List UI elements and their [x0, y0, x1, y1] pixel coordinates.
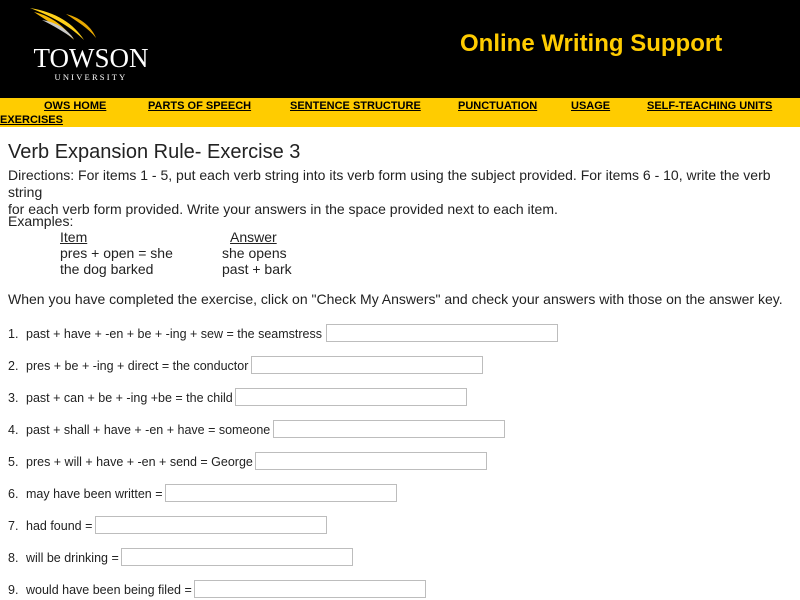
answer-field[interactable] — [121, 548, 353, 566]
item-number: 9. — [8, 583, 19, 597]
logo-wordmark: TOWSON — [33, 43, 149, 73]
logo-subtitle: UNIVERSITY — [54, 72, 128, 82]
answer-field[interactable] — [255, 452, 487, 470]
answer-field[interactable] — [194, 580, 426, 598]
item-prompt: past + shall + have + -en + have = someone — [26, 423, 271, 437]
item-number: 1. — [8, 327, 19, 341]
answer-field[interactable] — [251, 356, 483, 374]
item-prompt: past + can + be + -ing +be = the child — [26, 391, 233, 405]
exercise-item — [8, 452, 253, 472]
example-answer: past + bark — [222, 261, 292, 277]
examples-col-answer: Answer — [230, 229, 277, 245]
example-item: the dog barked — [60, 261, 154, 277]
examples-label: Examples: — [8, 213, 74, 229]
example-answer: she opens — [222, 245, 287, 261]
flame-icon — [22, 6, 152, 46]
page-title: Verb Expansion Rule- Exercise 3 — [8, 141, 301, 163]
exercise-item — [8, 516, 92, 536]
item-number: 2. — [8, 359, 19, 373]
main-nav — [0, 98, 800, 127]
towson-logo[interactable] — [22, 6, 152, 80]
content-area — [8, 141, 792, 218]
exercise-item — [8, 420, 270, 440]
item-number: 4. — [8, 423, 19, 437]
answer-field[interactable] — [235, 388, 467, 406]
exercise-item — [8, 388, 233, 408]
item-number: 5. — [8, 455, 19, 469]
example-item: pres + open = she — [60, 245, 173, 261]
nav-parts-of-speech[interactable]: PARTS OF SPEECH — [148, 100, 252, 112]
site-header — [0, 0, 800, 98]
item-prompt: may have been written = — [26, 487, 163, 501]
examples-col-item: Item — [60, 229, 88, 245]
answer-field[interactable] — [95, 516, 327, 534]
exercise-item — [8, 324, 322, 344]
item-number: 8. — [8, 551, 19, 565]
exercise-item — [8, 356, 248, 376]
answer-field[interactable] — [165, 484, 397, 502]
nav-punctuation[interactable]: PUNCTUATION — [458, 100, 538, 112]
instruction-text: When you have completed the exercise, click on "Check My Answers" and check your answers with those on the answer key. — [8, 291, 783, 307]
item-number: 7. — [8, 519, 19, 533]
answer-field[interactable] — [273, 420, 505, 438]
item-prompt: pres + will + have + -en + send = George — [26, 455, 253, 469]
item-prompt: had found = — [26, 519, 93, 533]
item-prompt: past + have + -en + be + -ing + sew = the seamstress — [26, 327, 323, 341]
directions-line-1: Directions: For items 1 - 5, put each verb string into its verb form using the subject provided. For items 6 - 10, write the verb string — [8, 167, 771, 200]
answer-field[interactable] — [326, 324, 558, 342]
exercise-item — [8, 484, 163, 504]
item-number: 3. — [8, 391, 19, 405]
item-number: 6. — [8, 487, 19, 501]
nav-exercises[interactable]: EXERCISES — [0, 114, 63, 126]
nav-ows-home[interactable]: OWS HOME — [44, 100, 107, 112]
item-prompt: will be drinking = — [26, 551, 119, 565]
exercise-item — [8, 548, 119, 568]
site-title: Online Writing Support — [460, 30, 723, 57]
directions-line-2: for each verb form provided. Write your answers in the space provided next to each item. — [8, 201, 558, 217]
item-prompt: would have been being filed = — [26, 583, 192, 597]
item-prompt: pres + be + -ing + direct = the conductor — [26, 359, 249, 373]
nav-self-teaching-units[interactable]: SELF-TEACHING UNITS — [647, 100, 773, 112]
nav-usage[interactable]: USAGE — [571, 100, 611, 112]
exercise-item — [8, 580, 192, 600]
nav-sentence-structure[interactable]: SENTENCE STRUCTURE — [290, 100, 421, 112]
